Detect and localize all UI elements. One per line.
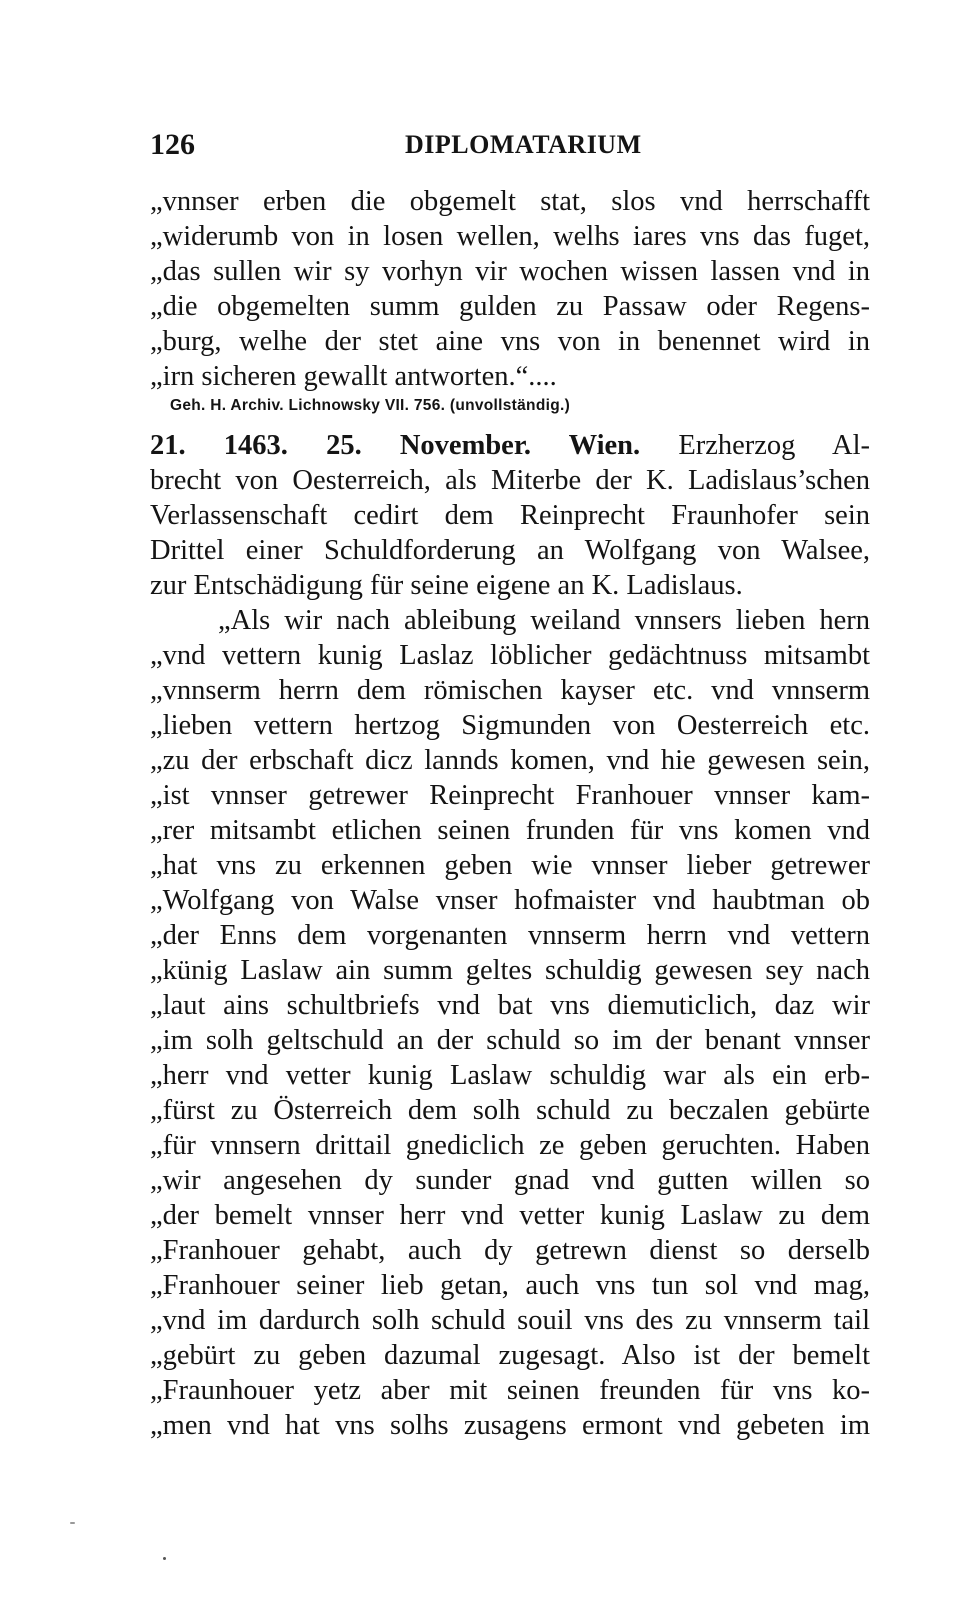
text-line: „der Enns dem vorgenanten vnnserm herrn vnd vettern — [150, 920, 870, 951]
text-line: „rer mitsambt etlichen seinen frunden für vns komen vnd — [150, 815, 870, 846]
text-line: „Fraunhouer yetz aber mit seinen freunden für vns ko- — [150, 1375, 870, 1406]
text-line: „ist vnnser getrewer Reinprecht Franhouer vnnser kam- — [150, 780, 870, 811]
text-line: „lieben vettern hertzog Sigmunden von Oesterreich etc. — [150, 710, 870, 741]
text-line: „Wolfgang von Walse vnser hofmaister vnd haubtman ob — [150, 885, 870, 916]
text-line: „Franhouer gehabt, auch dy getrewn dienst so derselb — [150, 1235, 870, 1266]
text-line: „irn sicheren gewallt antworten.“.... — [150, 361, 557, 392]
text-line: „im solh geltschuld an der schuld so im der benant vnnser — [150, 1025, 870, 1056]
text-line: „künig Laslaw ain summ geltes schuldig gewesen sey nach — [150, 955, 870, 986]
text-line: „men vnd hat vns solhs zusagens ermont vnd gebeten im — [150, 1410, 870, 1441]
text-line: „widerumb von in losen wellen, welhs iares vns das fuget, — [150, 221, 870, 252]
source-citation: Geh. H. Archiv. Lichnowsky VII. 756. (unvollständig.) — [170, 397, 571, 414]
text-line: „die obgemelten summ gulden zu Passaw oder Regens- — [150, 291, 870, 322]
text-line: „vnd im dardurch solh schuld souil vns des zu vnnserm tail — [150, 1305, 870, 1336]
entry-heading: 21. 1463. 25. November. Wien. — [150, 430, 641, 461]
text-line: „hat vns zu erkennen geben wie vnnser lieber getrewer — [150, 850, 870, 881]
summary-line: zur Entschädigung für seine eigene an K. Ladislaus. — [150, 570, 743, 601]
text-line: „herr vnd vetter kunig Laslaw schuldig war als ein erb- — [150, 1060, 870, 1091]
text-line: „Als wir nach ableibung weiland vnnsers lieben hern — [218, 605, 870, 636]
entry-heading-line — [150, 428, 870, 464]
page-number: 126 — [150, 128, 195, 161]
summary-line: Verlassenschaft cedirt dem Reinprecht Fraunhofer sein — [150, 500, 870, 531]
text-line: „Franhouer seiner lieb getan, auch vns tun sol vnd mag, — [150, 1270, 870, 1301]
text-line: „vnnser erben die obgemelt stat, slos vnd herrschafft — [150, 186, 870, 217]
text-line: „gebürt zu geben dazumal zugesagt. Also ist der bemelt — [150, 1340, 870, 1371]
text-line: „das sullen wir sy vorhyn vir wochen wissen lassen vnd in — [150, 256, 870, 287]
text-line: „zu der erbschaft dicz lannds komen, vnd hie gewesen sein, — [150, 745, 870, 776]
text-line: „der bemelt vnnser herr vnd vetter kunig Laslaw zu dem — [150, 1200, 870, 1231]
summary-line: Drittel einer Schuldforderung an Wolfgang von Walsee, — [150, 535, 870, 566]
text-line: „laut ains schultbriefs vnd bat vns diemuticlich, daz wir — [150, 990, 870, 1021]
summary-line: brecht von Oesterreich, als Miterbe der K. Ladislaus’schen — [150, 465, 870, 496]
running-head: DIPLOMATARIUM — [405, 130, 642, 159]
entry-summary-start: Erzherzog Al- — [678, 430, 870, 461]
text-line: „vnd vettern kunig Laslaz löblicher gedächtnuss mitsambt — [150, 640, 870, 671]
text-line: „vnnserm herrn dem römischen kayser etc. vnd vnnserm — [150, 675, 870, 706]
text-line: „wir angesehen dy sunder gnad vnd gutten willen so — [150, 1165, 870, 1196]
text-line: „burg, welhe der stet aine vns von in benennet wird in — [150, 326, 870, 357]
scan-speck — [70, 1522, 75, 1524]
text-line: „für vnnsern drittail gnediclich ze geben geruchten. Haben — [150, 1130, 870, 1161]
page-header — [150, 128, 870, 168]
text-line: „fürst zu Österreich dem solh schuld zu beczalen gebürte — [150, 1095, 870, 1126]
scan-speck — [163, 1557, 166, 1560]
